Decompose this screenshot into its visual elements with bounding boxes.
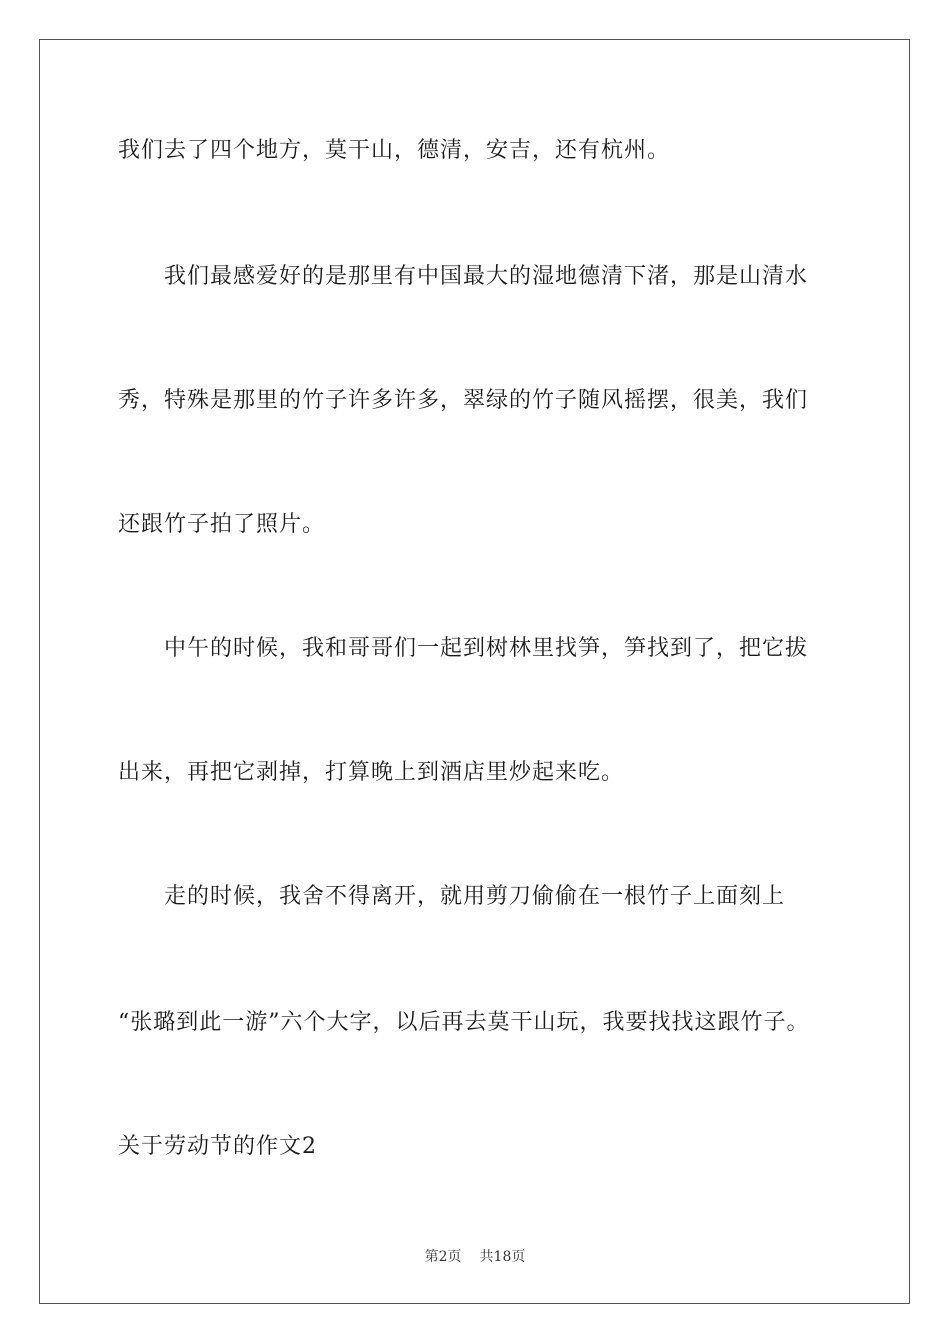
page-footer	[0, 1247, 950, 1267]
text-line-3: 秀，特殊是那里的竹子许多许多，翠绿的竹子随风摇摆，很美，我们	[118, 388, 809, 413]
text-line-2: 我们最感爱好的是那里有中国最大的湿地德清下渚，那是山清水	[118, 264, 809, 289]
page-total: 共18页	[479, 1249, 526, 1265]
text-line-5: 中午的时候，我和哥哥们一起到树林里找笋，笋找到了，把它拔	[118, 636, 809, 661]
text-line-4: 还跟竹子拍了照片。	[118, 512, 326, 537]
page-number: 第2页	[424, 1249, 462, 1265]
text-line-1: 我们去了四个地方，莫干山，德清，安吉，还有杭州。	[118, 138, 671, 163]
text-line-7: 走的时候，我舍不得离开，就用剪刀偷偷在一根竹子上面刻上	[118, 884, 786, 909]
text-line-8: “张璐到此一游”六个大字，以后再去莫干山玩，我要找找这跟竹子。	[118, 1010, 810, 1035]
text-line-6: 出来，再把它剥掉，打算晚上到酒店里炒起来吃。	[118, 760, 625, 785]
page-border	[39, 39, 910, 1304]
section-heading: 关于劳动节的作文2	[118, 1134, 317, 1159]
